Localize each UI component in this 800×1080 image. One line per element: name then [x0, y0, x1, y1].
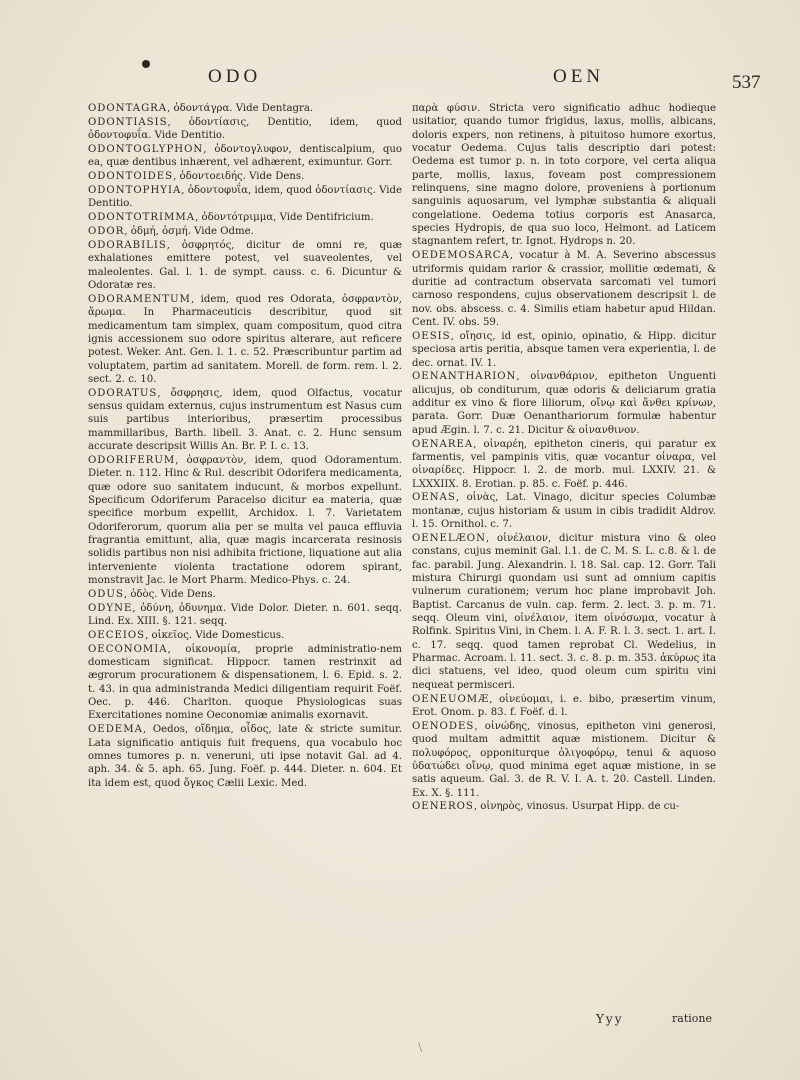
catchword: ratione	[672, 1012, 712, 1025]
entry-headword: ODORAMENTUM	[88, 293, 191, 305]
right-column	[412, 102, 716, 814]
entry-headword: ODONTOTRIMMA	[88, 212, 196, 224]
entry-headword: ODONTOIDES	[88, 171, 174, 183]
dictionary-entry	[412, 330, 716, 370]
entry-headword: OENODES	[412, 720, 475, 732]
dictionary-entry	[88, 143, 402, 170]
dictionary-entry	[88, 723, 402, 790]
entry-text: , vocatur à M. A. Severino abscessus utriformis quidam rarior & crassior, mollitie œdemati, & duritie ad contractum observata sarcomati vel tumori carnoso respondens, cujus observationem descripsit l. de nov. obs. abscess. c. 4. Similis etiam habetur apud Hildan. Cent. IV. obs. 59.	[412, 250, 716, 328]
dictionary-entry	[88, 102, 402, 115]
left-column	[88, 102, 402, 790]
entry-headword: ODONTIASIS	[88, 116, 168, 128]
entry-text: , ὄσφρησις, idem, quod Olfactus, vocatur sensus quidam externus, cujus instrumentum est Nasus cum suis partibus interioribus, præsertim processibus mammillaribus, Barth. libell. 3. Anat. c. 2. Hunc sensum accurate descripsit Willis An. Br. P. I. c. 13.	[88, 387, 402, 453]
entry-headword: OESIS	[412, 330, 451, 342]
entry-headword: OENAREA	[412, 438, 474, 450]
entry-text: , οἰκονομία, proprie administratio-nem domesticam significat. Hippocr. tamen restrinxit ad ægrorum procurationem & dispensationem, l. 6. Epid. s. 2. t. 43. in qua administranda Medici diligentiam requirit Foëf. Oec. p. 446. Charlton. quoque Physiologicas suas Exercitationes nomine Oeconomiæ animalis exornavit.	[88, 643, 402, 722]
entry-headword: OEDEMA	[88, 724, 143, 736]
entry-text: , ὀδμή, ὀσμή. Vide Odme.	[124, 226, 254, 238]
dictionary-entry	[88, 454, 402, 587]
entry-headword: ODORABILIS	[88, 239, 167, 251]
entry-text: , ὀδοντοειδής. Vide Dens.	[173, 171, 305, 183]
running-head-right: OEN	[553, 66, 605, 87]
entry-text: , ὀσφρητός, dicitur de omni re, quæ exhalationes emittere potest, vel suaveolentes, vel maleolentes. Gal. l. 1. de sympt. causs. c. 6. Dicuntur & Odoratæ res.	[88, 239, 402, 291]
entry-text: , idem, quod res Odorata, ὀσφραντὸν, ἄρωμα. In Pharmaceuticis describitur, quod sit medicamentum tam simplex, quam compositum, quod citra ignis accessionem suo odore spiritus alterare, aut reficere potest. Weker. Ant. Gen. l. 1. c. 52. Præscribuntur partim ad voluptatem, partim ad sanitatem. Morell. de form. rem. l. 2. sect. 2. c. 10.	[88, 293, 402, 385]
dictionary-entry	[88, 602, 402, 629]
entry-headword: OENAS	[412, 492, 456, 504]
dictionary-entry	[412, 102, 716, 249]
entry-text: , οἰνώδης, vinosus, epitheton vini generosi, quod multam admittit aquæ mistionem. Dicitur & πολυφόρος, opponiturque ὀλιγοφόρῳ, tenui & aquoso ὑδατώδει οἴνῳ, quod minima eget aquæ mistione, in se satis aqueum. Gal. 3. de R. V. I. A. t. 20. Castell. Linden. Ex. X. §. 111.	[412, 720, 716, 799]
entry-text: , ὀσφραντὸν, idem, quod Odoramentum. Dieter. n. 112. Hinc & Rul. describit Odorifera medicamenta, quæ odore suo sanitatem inducunt, & morbos expellunt. Specificum Odoriferum Paracelso dicitur ea materia, quæ specifice morbum expellit, Archidox. l. 7. Varietatem Odoriferorum, quorum alia per se multa vel pauca effluvia fragrantia emittunt, alia, quæ magis incarcerata resinosis solidis partibus non nisi adhibita frictione, liquatione aut alia interveniente violenta tractatione odorem spirant, monstravit Jac. le Mort Pharm. Medico-Phys. c. 24.	[88, 454, 402, 587]
entry-headword: OECONOMIA	[88, 643, 168, 655]
entry-text: , οἰνηρὸς, vinosus. Usurpat Hipp. de cu-	[473, 801, 680, 813]
entry-text: , ὀδοντότριμμα, Vide Dentifricium.	[195, 212, 374, 224]
entry-text: , οἰνανθάριον, epitheton Unguenti alicujus, ob conditurum, quæ odoris & deliciarum gratia additur ex vino & flore liliorum, οἴνῳ καὶ ἄνθει κρίνων, parata. Gorr. Duæ Oenanthariorum formulæ habentur apud Ægin. l. 7. c. 21. Dicitur & οἰνανθινον.	[412, 371, 716, 436]
entry-headword: OENEUOMÆ	[412, 693, 490, 705]
entry-text: παρὰ φύσιν. Stricta vero significatio adhuc hodieque usitatior, quando tumor frigidus, laxus, mollis, albicans, doloris expers, non retinens, à pituitoso humore exortus, vocatur Oedema. Cujus talis descriptio dari potest: Oedema est tumor p. n. in toto corpore, vel certa aliqua parte, mollis, laxus, foveam post compressionem relinquens, sine magno dolore, proveniens à portionum sanguinis aquosarum, vel lymphæ substantia & aliquali congelatione. Oedema totius corporis est Anasarca, species Hydropis, de qua suo loco, Helmont. ad Laticem stagnantem refert, tr. Ignot. Hydrops n. 20.	[412, 103, 716, 248]
entry-headword: ODORIFERUM	[88, 454, 176, 466]
dictionary-entry	[412, 370, 716, 437]
running-head-left: ODO	[208, 66, 262, 87]
entry-text: , οἴησις, id est, opinio, opinatio, & Hipp. dicitur speciosa artis peritia, absque tamen vera experientia, l. de dec. ornat. IV. 1.	[412, 330, 716, 369]
entry-headword: OENANTHARION	[412, 371, 517, 383]
stray-mark: /	[414, 1040, 426, 1054]
entry-headword: OENEROS	[412, 801, 474, 813]
dictionary-entry	[88, 643, 402, 723]
entry-headword: ODONTOPHYIA	[88, 185, 182, 197]
entry-text: , οἰναρέη, epitheton cineris, qui paratur ex farmentis, vel pampinis vitis, quæ vocantur οἰναρα, vel οἰναρίδες. Hippocr. l. 2. de morb. mul. LXXIV. 21. & LXXXIIX. 8. Erotian. p. 85. c. Foëf. p. 446.	[412, 438, 716, 490]
entry-headword: ODYNE	[88, 602, 133, 614]
entry-text: , ὀδοντοφυΐα, idem, quod ὀδοντίασις. Vide Dentitio.	[88, 185, 402, 210]
entry-text: , Oedos, οἴδημα, οἶδος, late & stricte sumitur. Lata significatio antiquis fuit frequens, qua vocabulo hoc omnes tumores p. n. veneruni, uti ipse notavit Gal. ad 4. aph. 34. & 5. aph. 65. Jung. Foëf. p. 444. Dieter. n. 604. Et ita idem est, quod ὄγκος Cælii Lexic. Med.	[88, 724, 402, 789]
dictionary-entry	[412, 438, 716, 491]
dictionary-entry	[88, 184, 402, 211]
ink-dot-icon	[142, 60, 150, 68]
dictionary-entry	[88, 629, 402, 642]
dictionary-entry	[88, 387, 402, 454]
entry-headword: ODORATUS	[88, 387, 158, 399]
dictionary-entry	[88, 225, 402, 238]
entry-text: , οἰνὰς, Lat. Vinago, dicitur species Columbæ montanæ, cujus historiam & usum in cibis tradidit Aldrov. l. 15. Ornithol. c. 7.	[412, 492, 716, 531]
entry-text: , ὀδοντογλυφον, dentiscalpium, quo ea, quæ dentibus inhærent, vel adhærent, eximuntur. Gorr.	[88, 144, 402, 169]
entry-headword: ODOR	[88, 226, 125, 238]
entry-text: , οἰνεύομαι, i. e. bibo, præsertim vinum, Erot. Onom. p. 83. f. Foëf. d. l.	[412, 693, 716, 718]
entry-text: , ὀδοντίασις, Dentitio, idem, quod ὀδοντοφυΐα. Vide Dentitio.	[88, 116, 402, 142]
entry-headword: ODUS	[88, 588, 124, 600]
dictionary-entry	[88, 116, 402, 143]
dictionary-entry	[412, 693, 716, 720]
signature-mark: Yyy	[596, 1012, 624, 1026]
entry-text: , οἰκεῖος. Vide Domesticus.	[145, 629, 285, 641]
entry-headword: OENELÆON	[412, 533, 486, 544]
entry-headword: OEDEMOSARCA	[412, 250, 510, 262]
entry-text: , οἰνέλαιον, dicitur mistura vino & oleo constans, cujus meminit Gal. l.1. de C. M. S. L. c.8. & l. de fac. parabil. Jung. Alexandrin. l. 18. Sal. cap. 12. Gorr. Tali mistura Chirurgi quondam usi sunt ad omnium capitis vulnerum curationem; verum hoc plane improbavit Joh. Baptist. Carcanus de vuln. cap. ferm. 2. lect. 3. p. m. 71. seqq. Oleum vini, οἰνέλαιον, item οἰνόσωμα, vocatur à Rolfink. Spiritus Vini, in Chem. l. A. F. R. l. 3. sect. 1. art. I. c. 17. seqq. quod tamen reprobat Cl. Wedelius, in Pharmac. Acroam. l. 11. sect. 3. c. 8. p. m. 353. ἀκύρως ita dici statuens, vel ideo, quod oleum cum spiritu vini nequeat permisceri.	[412, 533, 716, 691]
entry-headword: OECEIOS	[88, 629, 146, 641]
entry-text: , ὀδοντάγρα. Vide Dentagra.	[167, 103, 314, 114]
page-number: 537	[732, 72, 761, 93]
dictionary-entry	[88, 293, 402, 386]
dictionary-entry	[412, 249, 716, 329]
entry-text: , ὀδύνη, ὀδυνημα. Vide Dolor. Dieter. n. 601. seqq. Lind. Ex. XIII. §. 121. seqq.	[88, 602, 402, 628]
dictionary-entry	[412, 491, 716, 531]
dictionary-entry	[88, 170, 402, 183]
dictionary-entry	[412, 800, 716, 813]
dictionary-entry	[88, 239, 402, 292]
dictionary-entry	[88, 588, 402, 601]
dictionary-entry	[412, 532, 716, 692]
entry-headword: ODONTAGRA	[88, 103, 168, 114]
dictionary-entry	[412, 720, 716, 800]
entry-text: , ὀδὸς. Vide Dens.	[123, 588, 216, 600]
entry-headword: ODONTOGLYPHON	[88, 144, 204, 156]
dictionary-entry	[88, 211, 402, 224]
